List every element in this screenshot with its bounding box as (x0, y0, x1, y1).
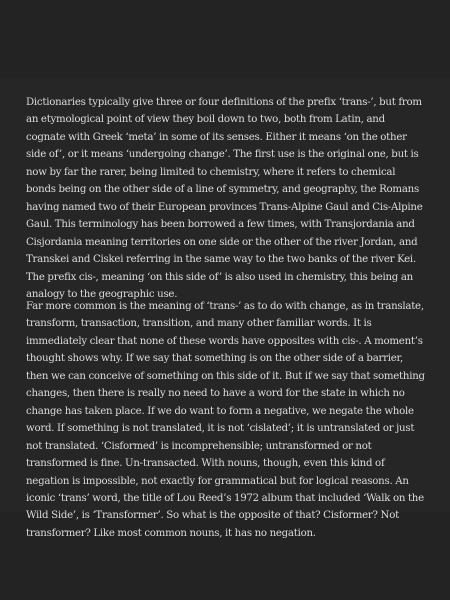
paragraph-2: Far more common is the meaning of ‘trans-’ as to do with change, as in translate, transform, transaction, transition, and many other familiar words. It is immediately clear that none of these words have opposites with cis-. A moment’s thought shows why. If we say that something is on the other side of a barrier, then we can conceive of something on this side of it. But if we say that something changes, then there is really no need to have a word for the state in which no change has taken place. If we do want to form a negative, we negate the whole word. If something is not translated, it is not ‘cislated’; it is untranslated or just not translated. ‘Cisformed’ is incomprehensible; untransformed or not transformed is fine. Un-transacted. With nouns, though, even this kind of negation is impossible, not exactly for grammatical but for logical reasons. An iconic ‘trans’ word, the title of Lou Reed’s 1972 album that included ‘Walk on the Wild Side’, is ‘Transformer’. So what is the opposite of that? Cisformer? Not transformer? Like most common nouns, it has no negation. (26, 301, 425, 539)
paragraph-1: Dictionaries typically give three or four definitions of the prefix ‘trans-’, but from an etymological point of view they boil down to two, both from Latin, and cognate with Greek ‘meta’ in some of its senses. Either it means ‘on the other side of’, or it means ‘undergoing change’. The first use is the original one, but is now by far the rarer, being limited to chemistry, where it refers to chemical bonds being on the other side of a line of symmetry, and geography, the Romans having named two of their European provinces Trans-Alpine Gaul and Cis-Alpine Gaul. This terminology has been borrowed a few times, with Transjordania and Cisjordania meaning territories on one side or the other of the river Jordan, and Transkei and Ciskei referring in the same way to the two banks of the river Kei. The prefix cis-, meaning ‘on this side of’ is also used in chemistry, this being an analogy to the geographic use. (26, 97, 423, 300)
article-body (0, 78, 450, 539)
